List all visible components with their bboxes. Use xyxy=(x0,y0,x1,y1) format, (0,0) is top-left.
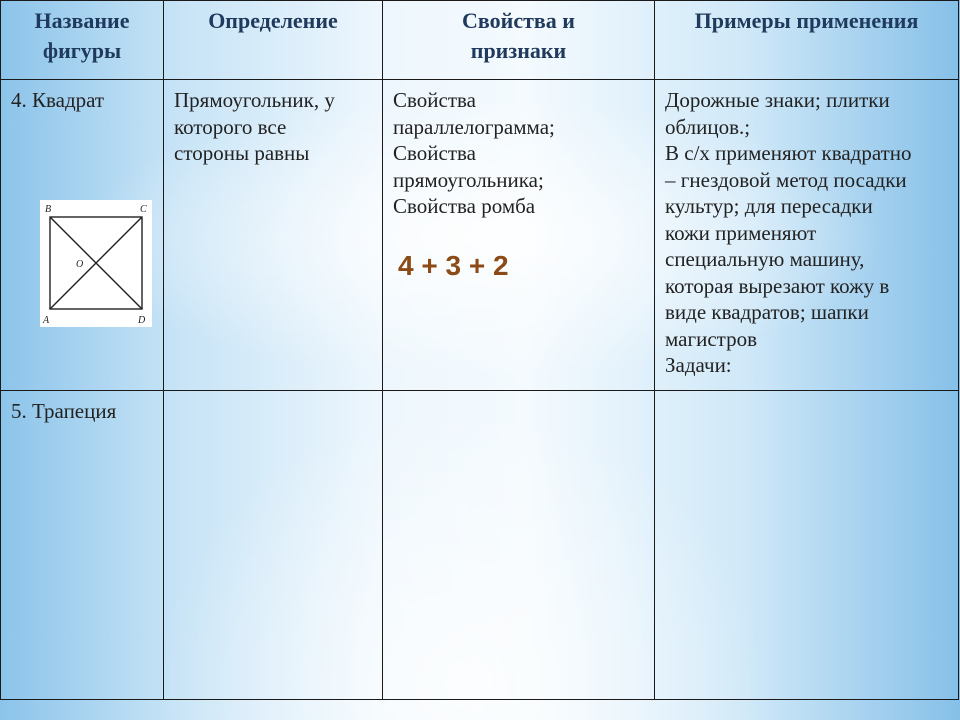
center-label-o: O xyxy=(76,259,84,270)
row-examples xyxy=(655,391,958,398)
square-diagram xyxy=(40,200,152,327)
header-cell xyxy=(164,1,383,80)
header-cell xyxy=(655,1,959,80)
row-shape-name: 4. Квадрат xyxy=(11,88,105,112)
table-cell xyxy=(1,391,164,700)
table-header-row xyxy=(1,1,959,80)
vertex-label-c: C xyxy=(140,204,147,215)
row-properties xyxy=(383,391,654,398)
row-definition xyxy=(164,391,382,398)
vertex-label-b: B xyxy=(45,204,52,215)
header-definition: Определение xyxy=(208,8,338,33)
table-cell xyxy=(655,80,959,391)
square-diagram-svg xyxy=(40,200,152,327)
row-shape-name: 5. Трапеция xyxy=(11,399,117,423)
table-cell xyxy=(383,391,655,700)
row-examples: Дорожные знаки; плитки облицов.; В с/х применяют квадратно – гнездовой метод посадки культур; для пересадки кожи применяют специальную машину, которая вырезают кожу в виде квадратов; шапки магистров Задачи: xyxy=(665,88,912,377)
header-properties: Свойства и признаки xyxy=(462,8,575,63)
header-examples: Примеры применения xyxy=(694,8,919,33)
score-formula: 4 + 3 + 2 xyxy=(398,249,509,281)
table-cell xyxy=(164,80,383,391)
header-cell xyxy=(383,1,655,80)
row-properties: Свойства параллелограмма; Свойства прямоугольника; Свойства ромба xyxy=(393,88,555,218)
table-row xyxy=(1,391,959,700)
vertex-label-a: A xyxy=(43,315,50,326)
header-shape-name: Название фигуры xyxy=(34,8,130,63)
vertex-label-d: D xyxy=(138,315,146,326)
table-cell xyxy=(383,80,655,391)
table-cell xyxy=(164,391,383,700)
header-cell xyxy=(1,1,164,80)
table-cell xyxy=(655,391,959,700)
row-definition: Прямоугольник, у которого все стороны равны xyxy=(174,88,335,165)
